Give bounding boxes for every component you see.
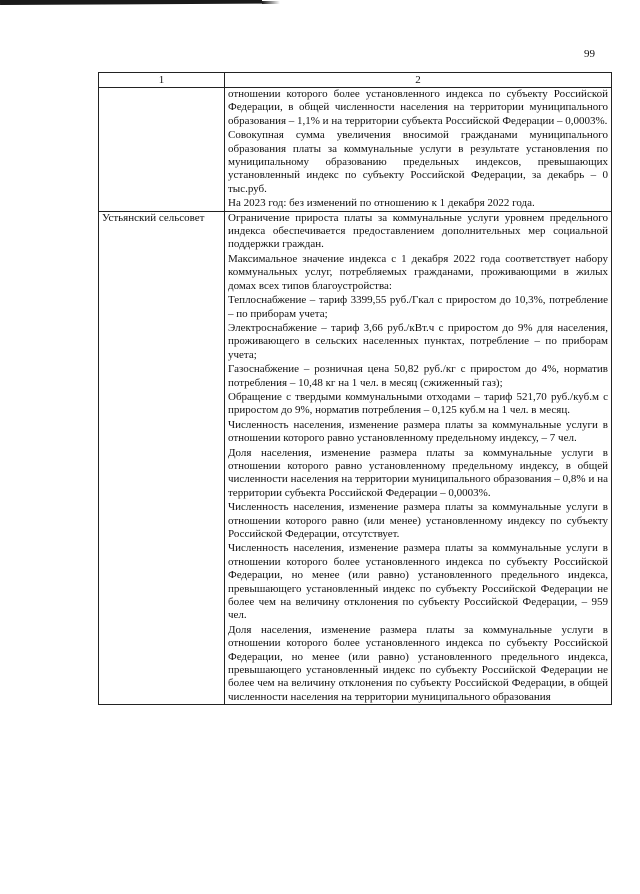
paragraph: отношении которого более установленного индекса по субъекту Российской Федерации, в общей численности населения на территории муниципального образования – 1,1% и на территории субъекта Российской Федерации – 0,0003%.: [228, 88, 608, 127]
paragraph: Численность населения, изменение размера платы за коммунальные услуги в отношении которого равно (или менее) установленному индексу по субъекту Российской Федерации, отсутствует.: [228, 501, 608, 540]
settlement-name-cell: [99, 211, 225, 705]
paragraph: Численность населения, изменение размера платы за коммунальные услуги в отношении которого более установленного индекса по субъекту Российской Федерации, но менее (или равно) установленного предельного индекса, превышающего установленный индекс по субъекту Российской Федерации не более чем на величину отклонения по субъекту Российской Федерации, – 959 чел.: [228, 542, 608, 622]
continuation-text-cell: [225, 88, 612, 212]
paragraph: Ограничение прироста платы за коммунальные услуги уровнем предельного индекса обеспечивается предоставлением дополнительных мер социальной поддержки граждан.: [228, 211, 608, 251]
scan-edge-mark: [0, 0, 262, 5]
paragraph: Обращение с твердыми коммунальными отходами – тариф 521,70 руб./куб.м с приростом до 9%, норматив потребления – 0,125 куб.м на 1 чел. в месяц.: [228, 390, 608, 417]
paragraph: Максимальное значение индекса с 1 декабря 2022 года соответствует набору коммунальных услуг, потребляемых гражданами, проживающими в жилых домах всех типов благоустройства:: [228, 252, 608, 292]
page-number: 99: [584, 48, 595, 60]
paragraph: Совокупная сумма увеличения вносимой гражданами муниципального образования платы за коммунальные услуги в результате установления по муниципальному образованию предельных индексов, превышающих установленный индекс по субъекту Российской Федерации, за декабрь – 0 тыс.руб.: [228, 129, 608, 195]
settlement-text-cell: [225, 211, 612, 705]
paragraph: Численность населения, изменение размера платы за коммунальные услуги в отношении которого равно установленному предельному индексу, – 7 чел.: [228, 418, 608, 445]
paragraph: Теплоснабжение – тариф 3399,55 руб./Гкал с приростом до 10,3%, потребление – по приборам учета;: [228, 294, 608, 320]
table-row-settlement: [99, 211, 612, 705]
paragraph: Доля населения, изменение размера платы за коммунальные услуги в отношении которого более установленного индекса по субъекту Российской Федерации, но менее (или равно) установленного предельного индекса, превышающего установленный индекс по субъекту Российской Федерации не более чем на величину отклонения по субъекту Российской Федерации, в общей численности населения на территории муниципального образования: [228, 623, 608, 703]
column-header-1: 1: [99, 73, 225, 88]
continuation-name-cell: [99, 88, 225, 212]
column-header-2: 2: [225, 73, 612, 88]
document-table: [98, 72, 612, 705]
paragraph: На 2023 год: без изменений по отношению к 1 декабря 2022 года.: [228, 197, 535, 210]
table-header-row: [99, 73, 612, 88]
table-row-continuation: [99, 88, 612, 212]
paragraph: Электроснабжение – тариф 3,66 руб./кВт.ч с приростом до 9% для населения, проживающего в сельских населенных пунктах, потребление – по приборам учета;: [228, 321, 608, 361]
paragraph: Доля населения, изменение размера платы за коммунальные услуги в отношении которого равно установленному предельному индексу, в общей численности населения на территории муниципального образования – 0,8% и на территории субъекта Российской Федерации – 0,0003%.: [228, 446, 608, 499]
scan-edge-mark-fade: [262, 1, 280, 4]
settlement-name: Устьянский сельсовет: [102, 211, 205, 224]
paragraph: Газоснабжение – розничная цена 50,82 руб./кг с приростом до 4%, норматив потребления – 10,48 кг на 1 чел. в месяц (сжиженный газ);: [228, 363, 608, 389]
